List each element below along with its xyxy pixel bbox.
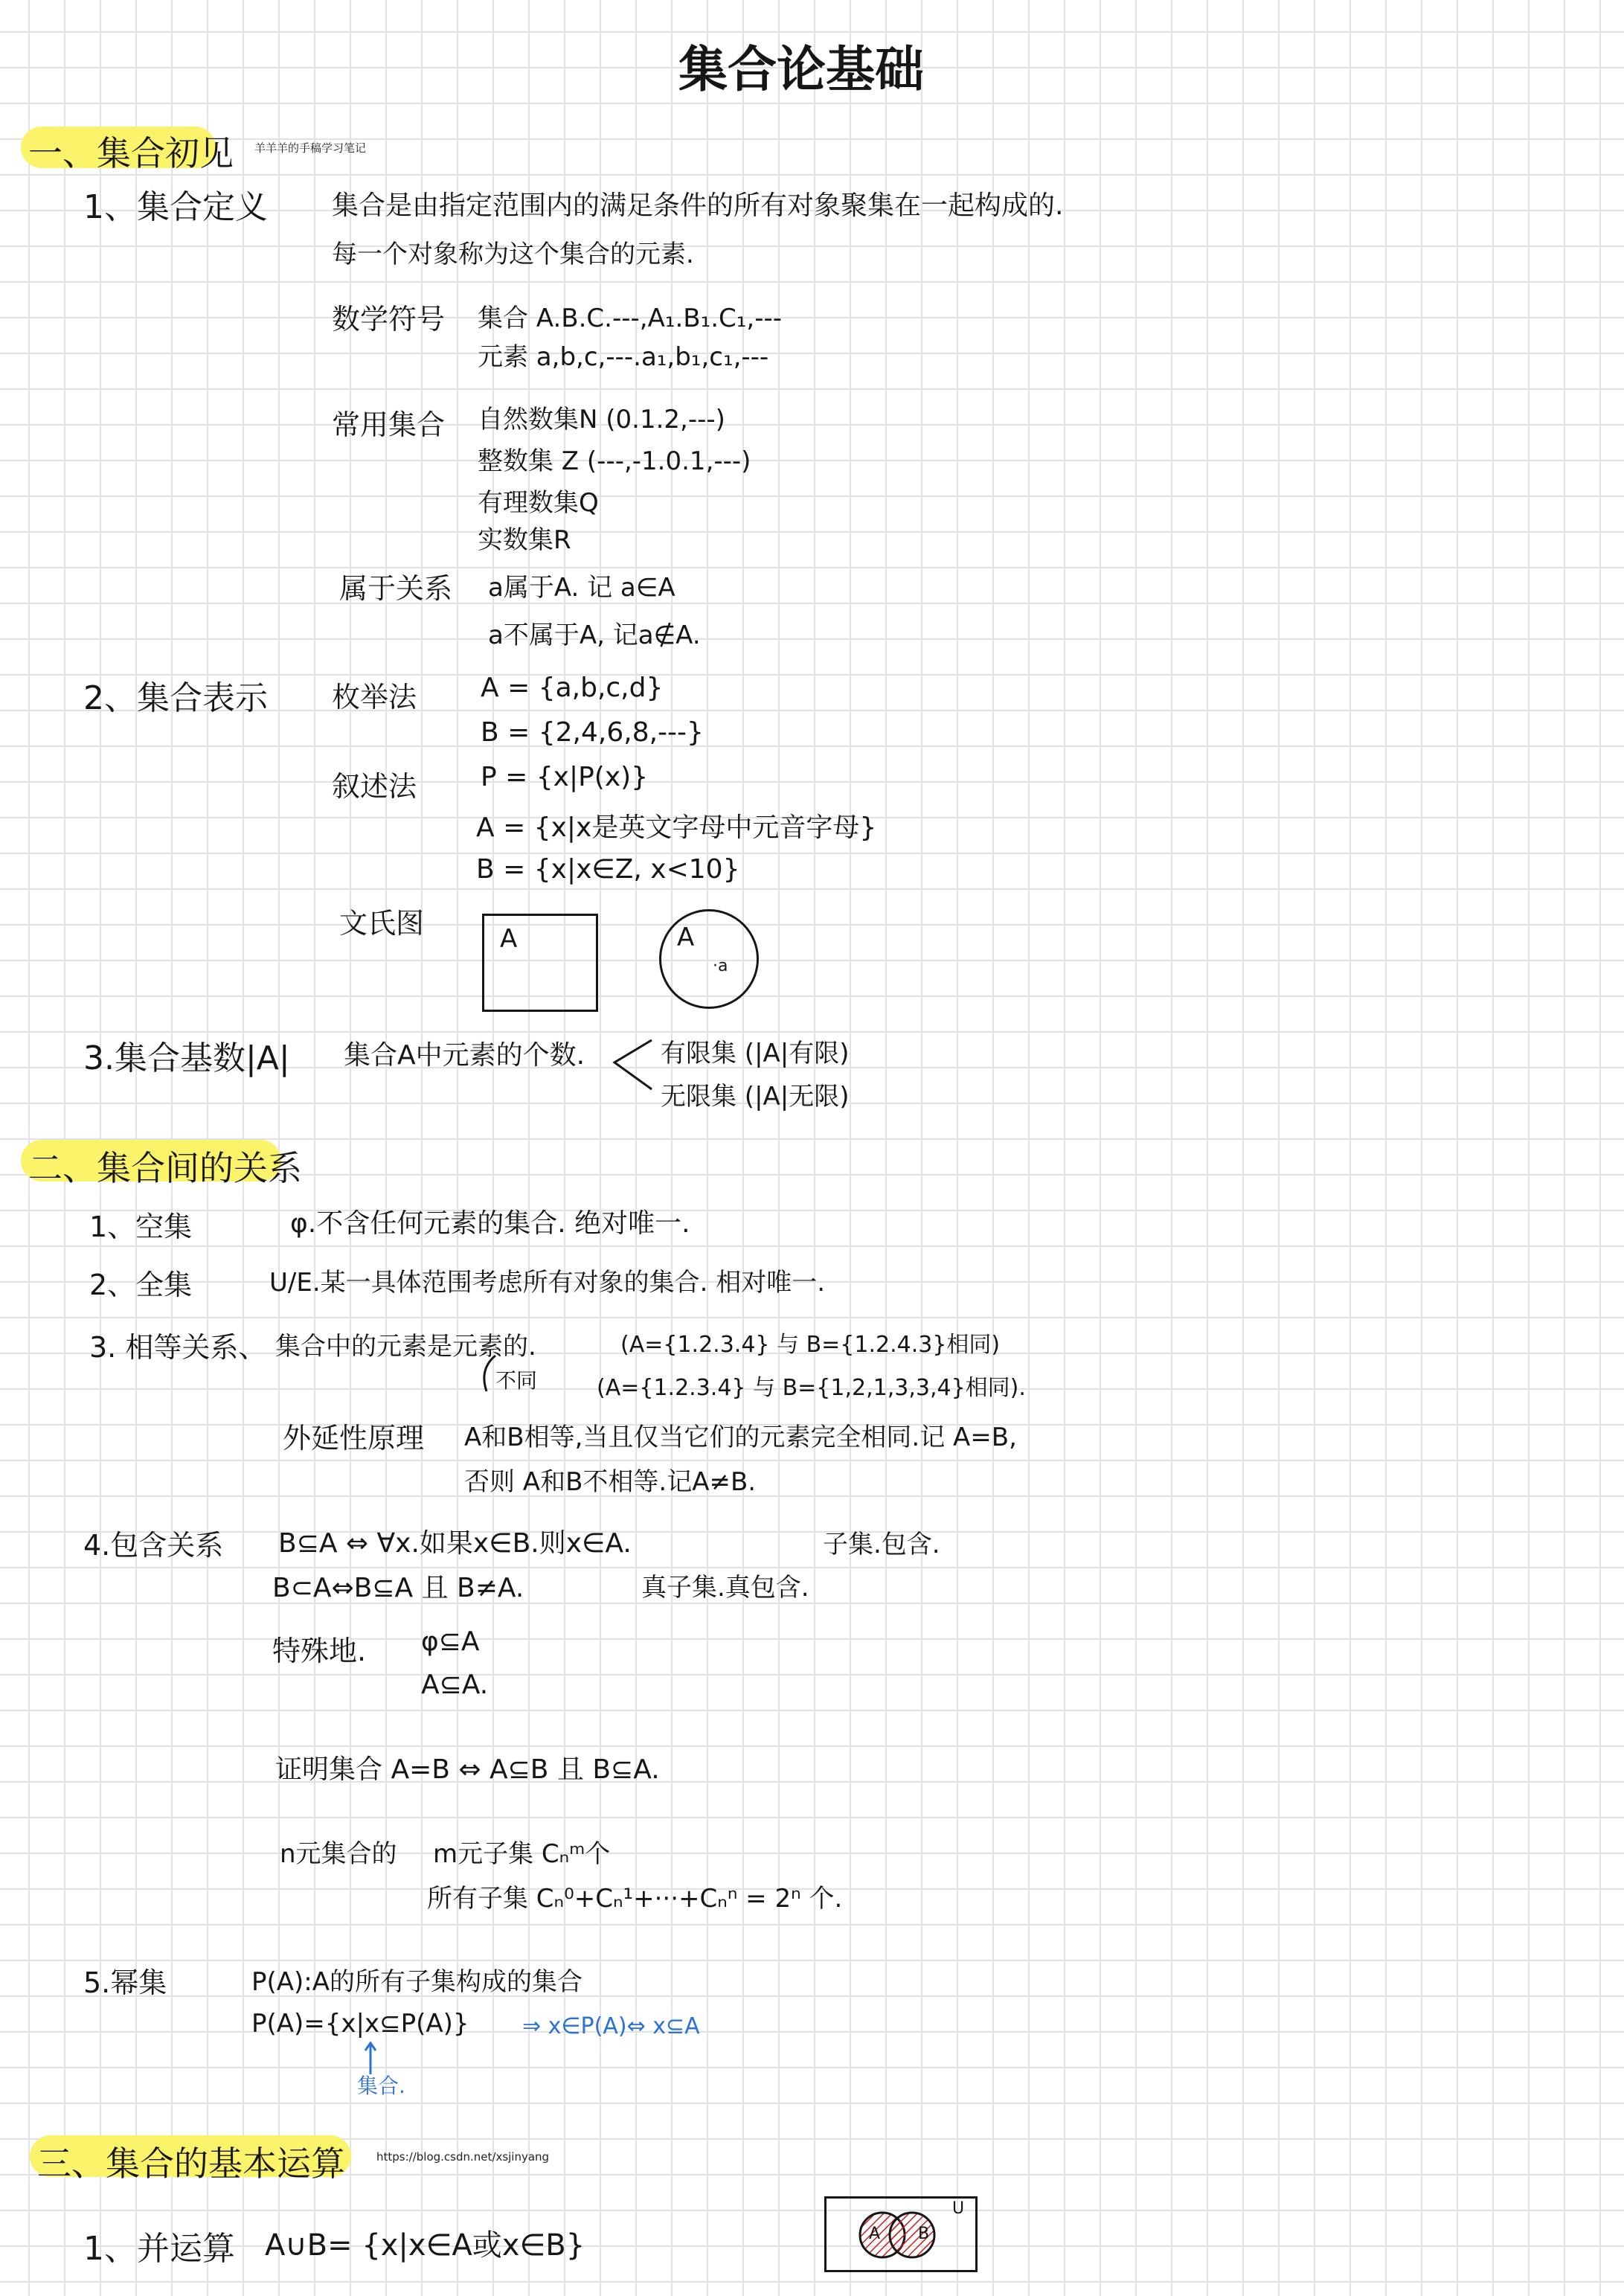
venn-point-label: ·a <box>713 957 728 975</box>
set-definition-label: 1、集合定义 <box>83 188 268 226</box>
belong-line-1: a属于A. 记 a∈A <box>488 573 675 603</box>
nset-label: n元集合的 <box>280 1839 397 1869</box>
equality-line-1: 集合中的元素是元素的. <box>275 1332 536 1362</box>
union-venn-a: A <box>869 2225 881 2243</box>
special-label: 特殊地. <box>272 1635 367 1667</box>
extension-principle-label: 外延性原理 <box>283 1422 425 1455</box>
empty-set-text: φ.不含任何元素的集合. 绝对唯一. <box>290 1208 690 1239</box>
common-set-q: 有理数集Q <box>478 488 599 518</box>
universal-set-text: U/E.某一具体范围考虑所有对象的集合. 相对唯一. <box>269 1268 826 1298</box>
description-line-2: A = {x|x是英文字母中元音字母} <box>476 812 877 843</box>
special-line-2: A⊆A. <box>421 1670 489 1700</box>
special-line-1: φ⊆A <box>421 1626 480 1657</box>
symbols-set-line: 集合 A.B.C.---,A₁.B₁.C₁,--- <box>478 304 783 333</box>
equality-example-1: (A={1.2.3.4} 与 B={1.2.4.3}相同) <box>620 1332 1001 1358</box>
power-set-line-2: P(A)={x|x⊆P(A)} <box>251 2009 469 2039</box>
inclusion-line-1-note: 子集.包含. <box>823 1530 940 1559</box>
power-set-label: 5.幂集 <box>83 1966 167 1999</box>
venn-circle-label: A <box>677 923 695 952</box>
set-definition-line-1: 集合是由指定范围内的满足条件的所有对象聚集在一起构成的. <box>332 190 1064 221</box>
extension-principle-line-1: A和B相等,当且仅当它们的元素完全相同.记 A=B, <box>464 1423 1017 1452</box>
note-tag: 羊羊羊的手稿学习笔记 <box>254 141 367 155</box>
section-3-heading: 三、集合的基本运算 <box>37 2143 345 2184</box>
inclusion-line-2: B⊂A⇔B⊆A 且 B≠A. <box>272 1573 524 1603</box>
page-title: 集合论基础 <box>678 41 924 98</box>
venn-rect-label: A <box>500 924 518 954</box>
power-set-line-1: P(A):A的所有子集构成的集合 <box>251 1967 583 1997</box>
symbols-element-line: 元素 a,b,c,---.a₁,b₁,c₁,--- <box>478 342 769 372</box>
union-venn-u: U <box>952 2199 965 2218</box>
belong-line-2: a不属于A, 记a∉A. <box>488 621 701 650</box>
infinite-set-text: 无限集 (|A|无限) <box>661 1082 850 1112</box>
finite-set-text: 有限集 (|A|有限) <box>661 1039 850 1068</box>
union-venn-b: B <box>918 2225 930 2243</box>
description-line-3: B = {x|x∈Z, x<10} <box>476 854 740 885</box>
nset-line-1: m元子集 Cₙᵐ个 <box>433 1839 611 1869</box>
union-definition: A∪B= {x|x∈A或x∈B} <box>265 2228 585 2263</box>
section-1-heading: 一、集合初见 <box>28 133 234 173</box>
equality-different: 不同 <box>495 1368 538 1393</box>
math-symbols-label: 数学符号 <box>332 303 446 336</box>
union-label: 1、并运算 <box>83 2230 235 2268</box>
inclusion-label: 4.包含关系 <box>83 1529 224 1562</box>
common-set-n: 自然数集N (0.1.2,---) <box>478 405 725 434</box>
inclusion-line-1: B⊆A ⇔ ∀x.如果x∈B.则x∈A. <box>278 1528 632 1559</box>
enumeration-line-2: B = {2,4,6,8,---} <box>481 717 704 748</box>
common-sets-label: 常用集合 <box>332 408 446 441</box>
union-venn-diagram <box>824 2196 973 2268</box>
inclusion-line-2-note: 真子集.真包含. <box>641 1573 809 1603</box>
cardinality-label: 3.集合基数|A| <box>83 1039 290 1077</box>
cardinality-text: 集合A中元素的个数. <box>344 1040 585 1071</box>
common-set-z: 整数集 Z (---,-1.0.1,---) <box>478 446 751 476</box>
nset-line-2: 所有子集 Cₙ⁰+Cₙ¹+···+Cₙⁿ = 2ⁿ 个. <box>427 1884 843 1914</box>
power-set-note: 集合. <box>357 2074 405 2098</box>
enumeration-label: 枚举法 <box>332 681 417 714</box>
section-2-heading: 二、集合间的关系 <box>28 1148 302 1188</box>
set-representation-label: 2、集合表示 <box>83 679 268 717</box>
belong-relation-label: 属于关系 <box>339 572 453 605</box>
enumeration-line-1: A = {a,b,c,d} <box>481 673 664 703</box>
equality-example-2: (A={1.2.3.4} 与 B={1,2,1,3,3,4}相同). <box>597 1375 1026 1401</box>
extension-principle-line-2: 否则 A和B不相等.记A≠B. <box>464 1467 757 1497</box>
common-set-r: 实数集R <box>478 525 571 555</box>
venn-circle <box>659 909 759 1009</box>
venn-diagram-label: 文氏图 <box>339 907 425 940</box>
set-definition-line-2: 每一个对象称为这个集合的元素. <box>332 240 694 269</box>
blog-url: https://blog.csdn.net/xsjinyang <box>376 2150 550 2164</box>
empty-set-label: 1、空集 <box>89 1210 193 1243</box>
power-set-implication: ⇒ x∈P(A)⇔ x⊆A <box>522 2013 700 2039</box>
equality-label: 3. 相等关系、 <box>89 1331 267 1364</box>
universal-set-label: 2、全集 <box>89 1269 193 1301</box>
proof-line: 证明集合 A=B ⇔ A⊆B 且 B⊆A. <box>275 1754 660 1785</box>
description-label: 叙述法 <box>332 770 417 803</box>
description-line-1: P = {x|P(x)} <box>481 762 649 792</box>
cardinality-branch <box>609 1034 661 1101</box>
